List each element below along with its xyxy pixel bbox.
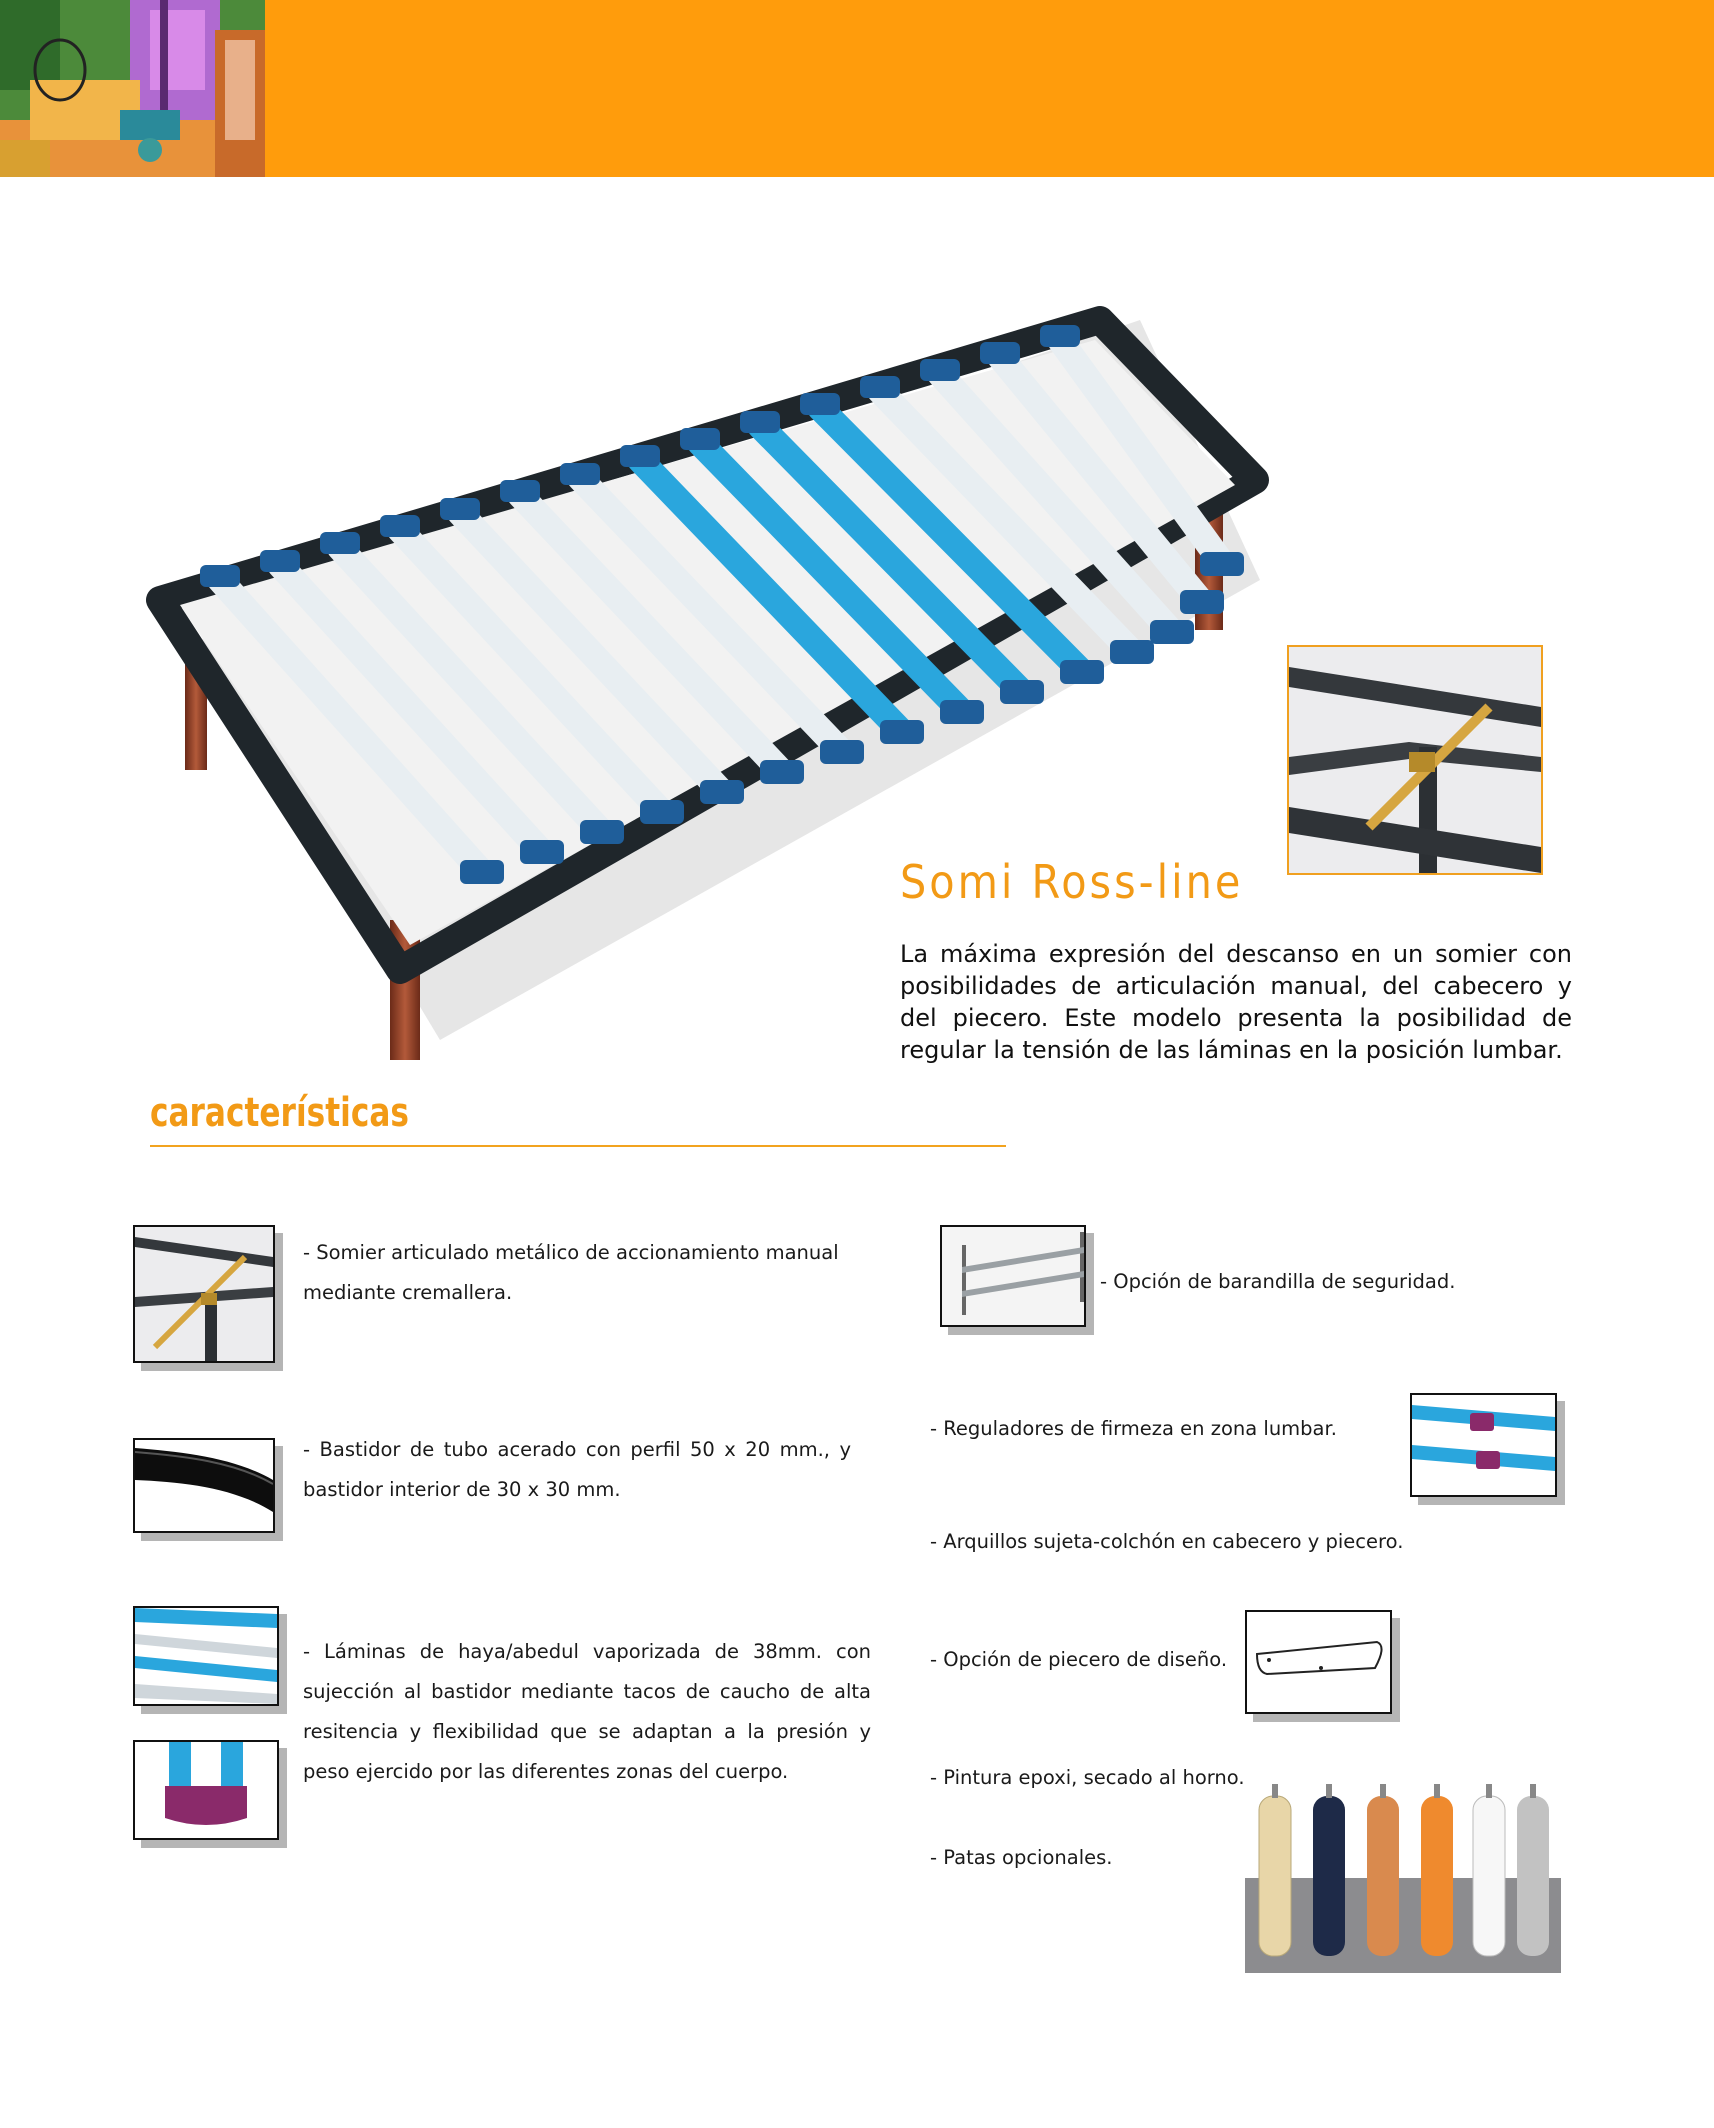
rubber-fixing-icon (133, 1740, 279, 1840)
feature-item: - Opción de piecero de diseño. (930, 1648, 1228, 1671)
steel-tube-icon (133, 1438, 275, 1533)
feature-item: - Pintura epoxi, secado al horno. (930, 1766, 1245, 1789)
feature-item: - Patas opcionales. (930, 1846, 1113, 1869)
feature-item: - Opción de barandilla de seguridad. (1100, 1270, 1456, 1293)
feature-item: - Reguladores de firmeza en zona lumbar. (930, 1417, 1337, 1440)
design-footboard-icon (1245, 1610, 1392, 1714)
rack-mechanism-icon (133, 1225, 275, 1363)
section-title: características (150, 1090, 409, 1136)
feature-item: - Láminas de haya/abedul vaporizada de 38mm. con sujección al bastidor mediante tacos de caucho de alta resitencia y flexibilidad que se adaptan a la presión y peso ejercido por las diferentes zonas del cuerpo. (303, 1640, 871, 1783)
optional-legs-icon (1245, 1778, 1561, 1973)
section-divider (150, 1145, 1006, 1147)
slats-icon (133, 1606, 279, 1706)
feature-item: - Bastidor de tubo acerado con perfil 50 x 20 mm., y bastidor interior de 30 x 30 mm. (303, 1438, 851, 1501)
firmness-regulator-icon (1410, 1393, 1557, 1497)
safety-rail-icon (940, 1225, 1086, 1327)
product-title: Somi Ross-line (900, 855, 1244, 909)
feature-item: - Somier articulado metálico de accionamiento manual mediante cremallera. (303, 1241, 839, 1304)
header-painting (0, 0, 265, 177)
feature-item: - Arquillos sujeta-colchón en cabecero y piecero. (930, 1530, 1404, 1553)
mechanism-detail-photo (1287, 645, 1543, 875)
product-description: La máxima expresión del descanso en un somier con posibilidades de articulación manual, del cabecero y del piecero. Este modelo presenta la posibilidad de regular la tensión de las láminas en la posición lumbar. (900, 940, 1572, 1064)
